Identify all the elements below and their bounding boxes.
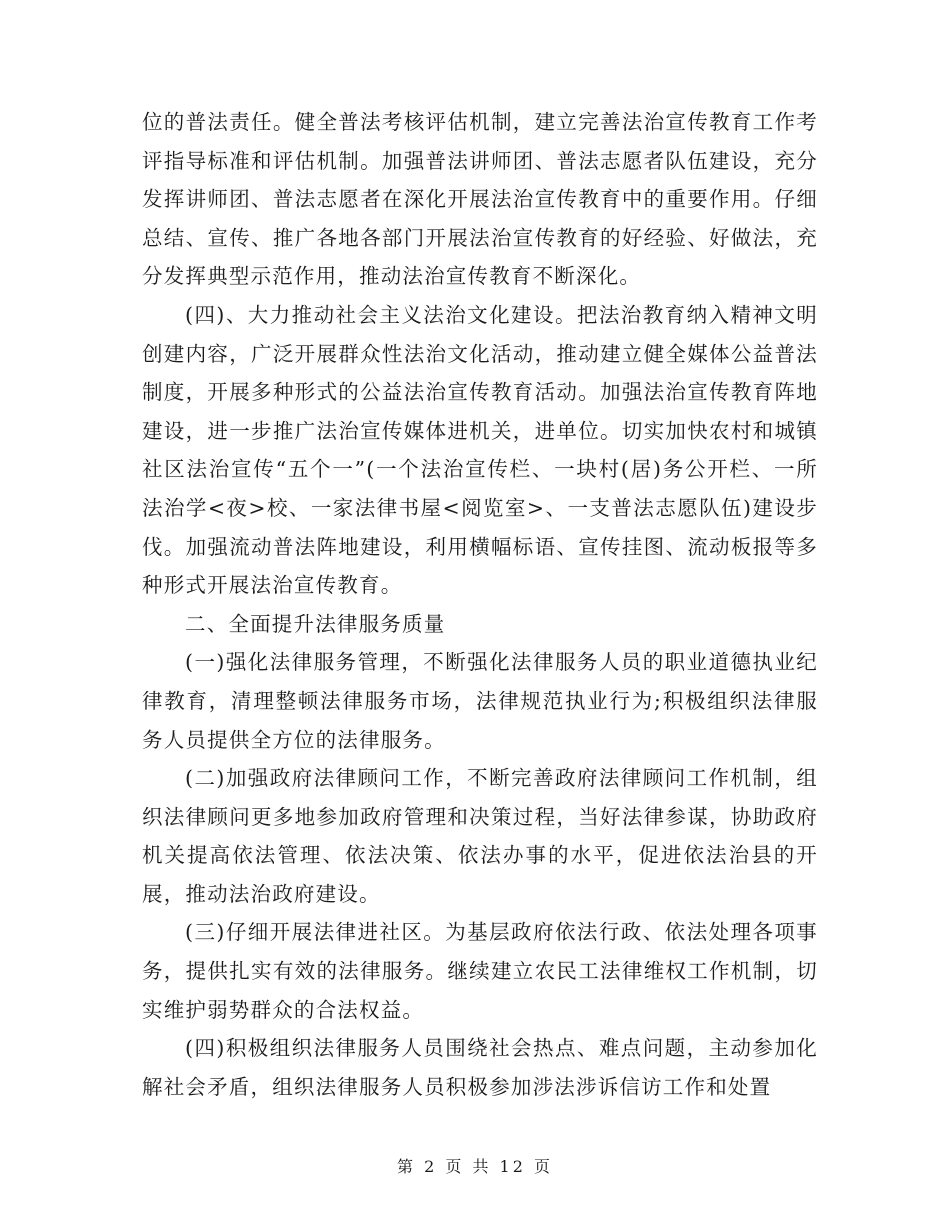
paragraph-1: 位的普法责任。健全普法考核评估机制，建立完善法治宣传教育工作考评指导标准和评估机制。加强普法讲师团、普法志愿者队伍建设，充分发挥讲师团、普法志愿者在深化开展法治宣传教育中的重要作用。仔细总结、宣传、推广各地各部门开展法治宣传教育的好经验、好做法，充分发挥典型示范作用，推动法治宣传教育不断深化。 [142,110,818,289]
page-number-footer: 第 2 页 共 12 页 [397,1157,553,1176]
paragraph-4: (二)加强政府法律顾问工作，不断完善政府法律顾问工作机制，组织法律顾问更多地参加政府管理和决策过程，当好法律参谋，协助政府机关提高依法管理、依法决策、依法办事的水平，促进依法治县的开展，推动法治政府建设。 [142,766,818,906]
paragraph-2: (四)、大力推动社会主义法治文化建设。把法治教育纳入精神文明创建内容，广泛开展群众性法治文化活动，推动建立健全媒体公益普法制度，开展多种形式的公益法治宣传教育活动。加强法治宣传教育阵地建设，进一步推广法治宣传媒体进机关，进单位。切实加快农村和城镇社区法治宣传“五个一”(一个法治宣传栏、一块村(居)务公开栏、一所法治学<夜>校、一家法律书屋<阅览室>、一支普法志愿队伍)建设步伐。加强流动普法阵地建设，利用横幅标语、宣传挂图、流动板报等多种形式开展法治宣传教育。 [142,302,818,598]
document-body [142,103,818,1106]
paragraph-5: (三)仔细开展法律进社区。为基层政府依法行政、依法处理各项事务，提供扎实有效的法律服务。继续建立农民工法律维权工作机制，切实维护弱势群众的合法权益。 [142,920,818,1022]
paragraph-6: (四)积极组织法律服务人员围绕社会热点、难点问题，主动参加化解社会矛盾，组织法律服务人员积极参加涉法涉诉信访工作和处置 [142,1036,818,1099]
section-heading: 二、全面提升法律服务质量 [185,611,446,636]
paragraph-3: (一)强化法律服务管理，不断强化法律服务人员的职业道德执业纪律教育，清理整顿法律服务市场，法律规范执业行为;积极组织法律服务人员提供全方位的法律服务。 [142,650,818,752]
